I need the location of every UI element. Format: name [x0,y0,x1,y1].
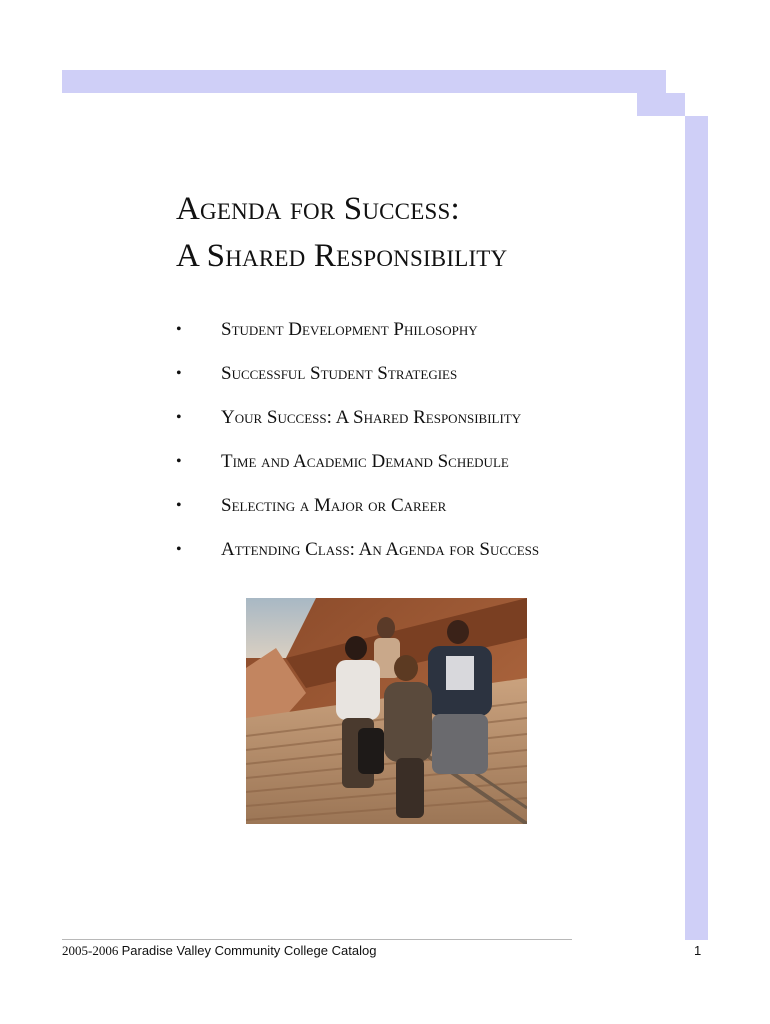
topic-label: Student Development Philosophy [221,319,478,340]
decorative-top-bar [62,70,666,93]
page-title [176,186,656,280]
bullet-icon: • [176,365,182,382]
topic-label: Your Success: A Shared Responsibility [221,407,522,428]
topic-label: Successful Student Strategies [221,363,458,384]
footer-catalog-name: Paradise Valley Community College Catalog [121,943,377,958]
bullet-icon: • [176,453,182,470]
topic-label: Attending Class: An Agenda for Success [221,539,540,560]
page-title-line-2: A Shared Responsibility [176,238,508,274]
students-on-stairs-photo [246,598,527,824]
page-number: 1 [694,943,702,958]
bullet-icon: • [176,497,182,514]
topic-label: Time and Academic Demand Schedule [221,451,509,472]
footer-divider [62,939,572,940]
page-title-line-1: Agenda for Success: [176,191,460,227]
decorative-side-bar [685,116,708,940]
bullet-icon: • [176,541,182,558]
bullet-icon: • [176,409,182,426]
footer-year: 2005-2006 [62,943,119,958]
footer-caption [62,942,376,960]
decorative-corner-step [637,93,685,116]
topic-label: Selecting a Major or Career [221,495,447,516]
bullet-icon: • [176,321,182,338]
